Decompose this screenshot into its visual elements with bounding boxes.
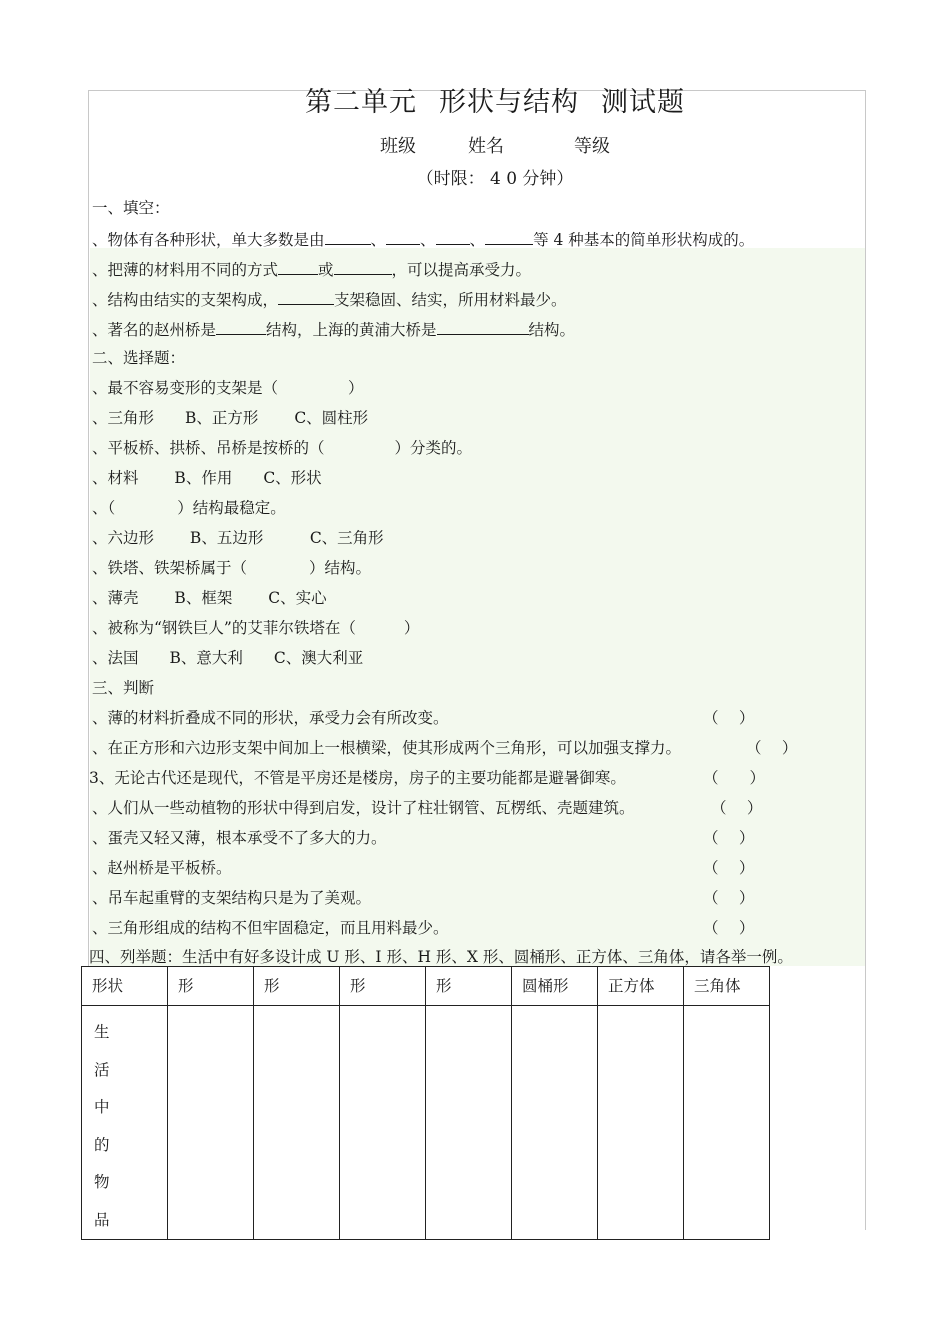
q-text: ）结构。 xyxy=(309,559,372,577)
answer-blank[interactable] xyxy=(278,256,318,275)
q-text: 、著名的赵州桥是 xyxy=(92,321,217,339)
answer-blank[interactable] xyxy=(278,286,334,305)
answer-blank[interactable] xyxy=(436,226,470,245)
q-text: 或 xyxy=(318,261,334,279)
choice-options-4: 、薄壳 B、框架 C、实心 xyxy=(92,589,327,607)
q-text: 结构，上海的黄浦大桥是 xyxy=(266,321,437,339)
table-header-cell: 三角体 xyxy=(684,967,770,1006)
choice-question-5 xyxy=(92,616,419,640)
student-info-row xyxy=(380,132,610,158)
table-header-cell: 形 xyxy=(168,967,254,1006)
q-text: ） xyxy=(403,619,420,637)
class-label: 班级 xyxy=(380,136,416,157)
judge-answer-paren[interactable]: （ ） xyxy=(703,889,755,907)
judge-item: 、在正方形和六边形支架中间加上一根横梁，使其形成两个三角形，可以加强支撑力。 xyxy=(92,739,682,757)
judge-item: 、三角形组成的结构不但牢固稳定，而且用料最少。 xyxy=(92,919,449,937)
q-text: 、平板桥、拱桥、吊桥是按桥的（ xyxy=(92,439,325,457)
table-header-cell: 形 xyxy=(254,967,340,1006)
choice-question-1 xyxy=(92,376,364,400)
answer-blank[interactable] xyxy=(334,256,392,275)
q-text: 、物体有各种形状，单大多数是由 xyxy=(92,231,325,249)
table-header-cell: 正方体 xyxy=(598,967,684,1006)
judge-item: 、人们从一些动植物的形状中得到启发，设计了柱壮钢管、瓦楞纸、壳题建筑。 xyxy=(92,799,635,817)
q-text: 结构。 xyxy=(528,321,576,339)
judge-item: 、蛋壳又轻又薄，根本承受不了多大的力。 xyxy=(92,829,387,847)
choice-options-1: 、三角形 B、正方形 C、圆柱形 xyxy=(92,409,369,427)
q-text: 、最不容易变形的支架是（ xyxy=(92,379,279,397)
q-text: 等 4 种基本的简单形状构成的。 xyxy=(533,231,755,249)
judge-answer-paren[interactable]: （ ） xyxy=(703,709,755,727)
q-text: 、结构由结实的支架构成， xyxy=(92,291,279,309)
fill-question-3 xyxy=(92,286,567,310)
q-text: 、（ xyxy=(92,499,116,517)
judge-answer-paren[interactable]: （ ） xyxy=(746,739,798,757)
choice-question-2 xyxy=(92,436,472,460)
choice-options-5: 、法国 B、意大利 C、澳大利亚 xyxy=(92,649,364,667)
row-label-char: 活 xyxy=(94,1060,110,1079)
answer-cell[interactable] xyxy=(684,1006,770,1240)
judge-item: 、吊车起重臂的支架结构只是为了美观。 xyxy=(92,889,372,907)
answer-cell[interactable] xyxy=(512,1006,598,1240)
fill-question-2 xyxy=(92,256,531,280)
section2-heading: 二、选择题： xyxy=(92,349,186,367)
judge-answer-paren[interactable]: （ ） xyxy=(711,799,763,817)
frame-right-line xyxy=(865,90,866,1230)
answer-cell[interactable] xyxy=(254,1006,340,1240)
row-label-char: 生 xyxy=(94,1023,110,1041)
judge-answer-paren[interactable]: （ ） xyxy=(703,769,766,787)
answer-cell[interactable] xyxy=(426,1006,512,1240)
q-text: ，可以提高承受力。 xyxy=(391,261,532,279)
q-text: 、 xyxy=(469,231,486,249)
q-text: ） xyxy=(348,379,364,397)
table-header-cell: 形 xyxy=(340,967,426,1006)
answer-blank[interactable] xyxy=(325,226,371,245)
row-label-char: 中 xyxy=(94,1098,110,1116)
q-text: 、被称为“钢铁巨人”的艾菲尔铁塔在（ xyxy=(92,619,356,637)
table-header-cell: 形状 xyxy=(82,967,168,1006)
title-part-unit: 第二单元 xyxy=(305,87,417,118)
fill-question-1 xyxy=(92,226,754,250)
section4-heading: 四、列举题：生活中有好多设计成 U 形、I 形、H 形、X 形、圆桶形、正方体、三角体，请各举一例。 xyxy=(89,948,793,966)
choice-question-3 xyxy=(92,496,286,520)
judge-item: 、赵州桥是平板桥。 xyxy=(92,859,232,877)
table-row xyxy=(82,1006,770,1240)
answer-blank[interactable] xyxy=(485,226,533,245)
row-label-cell xyxy=(82,1006,168,1240)
answer-cell[interactable] xyxy=(168,1006,254,1240)
section1-heading: 一、填空： xyxy=(92,199,170,217)
choice-options-3: 、六边形 B、五边形 C、三角形 xyxy=(92,529,384,547)
judge-answer-paren[interactable]: （ ） xyxy=(703,859,755,877)
title-part-test: 测试题 xyxy=(601,87,685,118)
q-text: 、 xyxy=(370,231,387,249)
answer-blank[interactable] xyxy=(386,226,420,245)
answer-blank[interactable] xyxy=(216,316,266,335)
name-label: 姓名 xyxy=(468,136,504,157)
judge-item: 3、无论古代还是现代，不管是平房还是楼房，房子的主要功能都是避暑御寒。 xyxy=(89,769,626,787)
choice-question-4 xyxy=(92,556,371,580)
page-title xyxy=(0,80,950,119)
examples-table xyxy=(81,966,770,1240)
judge-answer-paren[interactable]: （ ） xyxy=(703,829,755,847)
answer-blank[interactable] xyxy=(437,316,529,335)
answer-cell[interactable] xyxy=(598,1006,684,1240)
frame-left-line xyxy=(88,90,89,966)
table-header-cell: 圆桶形 xyxy=(512,967,598,1006)
q-text: 、 xyxy=(420,231,436,249)
judge-item: 、薄的材料折叠成不同的形状，承受力会有所改变。 xyxy=(92,709,449,727)
row-label-char: 物 xyxy=(94,1173,110,1191)
judge-answer-paren[interactable]: （ ） xyxy=(703,919,755,937)
answer-cell[interactable] xyxy=(340,1006,426,1240)
q-text: ）分类的。 xyxy=(394,439,473,457)
q-text: 、铁塔、铁架桥属于（ xyxy=(92,559,248,577)
table-header-row xyxy=(82,967,770,1006)
section3-heading: 三、判断 xyxy=(92,679,155,697)
time-limit: （时限： 4 0 分钟） xyxy=(416,169,574,189)
q-text: 、把薄的材料用不同的方式 xyxy=(92,261,279,279)
grade-label: 等级 xyxy=(574,136,610,157)
q-text: ）结构最稳定。 xyxy=(177,499,286,517)
choice-options-2: 、材料 B、作用 C、形状 xyxy=(92,469,322,487)
q-text: 支架稳固、结实，所用材料最少。 xyxy=(334,291,567,309)
title-part-topic: 形状与结构 xyxy=(439,87,579,118)
row-label-char: 品 xyxy=(94,1210,110,1229)
table-header-cell: 形 xyxy=(426,967,512,1006)
fill-question-4 xyxy=(92,316,575,340)
row-label-char: 的 xyxy=(94,1135,110,1154)
